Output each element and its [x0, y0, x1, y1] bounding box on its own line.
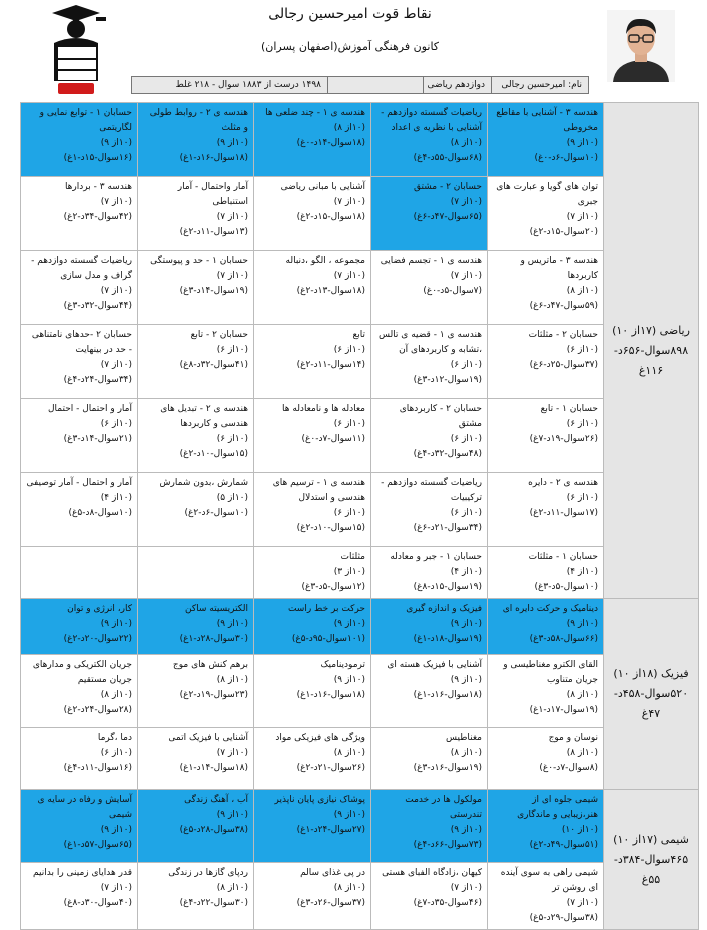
topic-cell: [21, 177, 138, 251]
topic-title: ریاضیات گسسته دوازدهم - گراف و مدل سازی: [31, 256, 132, 281]
topic-stats: (۱۰از ۹) (۱۸سوال-۱۶د-۱غ): [413, 675, 482, 700]
topic-title: ترمودینامیک: [320, 660, 365, 670]
subject-cell: [604, 103, 699, 599]
topic-title: حسابان ۲ - مثلثات: [528, 330, 598, 340]
table-row: [21, 251, 699, 325]
topic-title: مجموعه ، الگو ،دنباله: [285, 256, 365, 266]
topic-title: شیمی راهی به سوی آینده ای روشن تر: [500, 868, 598, 893]
topic-stats: (۱۰از ۸) (۱۸سوال-۱۴د-۰غ): [296, 123, 365, 148]
topic-cell: [138, 790, 254, 863]
topic-stats: (۱۰از ۹) (۱۹سوال-۱۸د-۱غ): [413, 619, 482, 644]
topic-title: هندسه ۳ - ماتریس و کاربردها: [520, 256, 598, 281]
topic-stats: (۱۰از ۸) (۱۹سوال-۱۶د-۳غ): [413, 748, 482, 773]
topic-title: شمارش ،بدون شمارش: [159, 478, 248, 488]
topic-stats: (۱۰از ۹) (۶۶سوال-۵۸د-۳غ): [529, 619, 598, 644]
topic-stats: (۱۰از ۶) (۳۴سوال-۲۱د-۶غ): [413, 508, 482, 533]
topic-title: هندسه ۳ - آشنایی با مقاطع مخروطی: [496, 108, 598, 133]
topic-cell: [21, 325, 138, 399]
topic-stats: (۱۰از ۸) (۲۸سوال-۲۴د-۲غ): [63, 690, 132, 715]
subject-label: فیزیک (۱۸از ۱۰) ۵۲۰سوال-۴۵۸د- ۴۷غ: [613, 667, 689, 720]
topic-cell: [371, 325, 488, 399]
topic-title: هندسه ی ۲ - دایره: [528, 478, 598, 488]
topic-title: حسابان ۲ - تابع: [190, 330, 248, 340]
topic-stats: (۱۰از ۸) (۱۹سوال-۱۷د-۱غ): [529, 690, 598, 715]
topic-cell: [21, 547, 138, 599]
topic-stats: (۱۰از ۸) (۵۹سوال-۴۷د-۶غ): [529, 286, 598, 311]
topic-title: کار، انرژی و توان: [67, 604, 132, 614]
topic-cell: [254, 599, 371, 655]
topic-title: هندسه ۳ - بردارها: [64, 182, 132, 192]
topic-stats: (۱۰از ۷) (۴۲سوال-۳۴د-۲غ): [63, 197, 132, 222]
topic-stats: (۱۰از ۶) (۳۷سوال-۲۵د-۶غ): [529, 345, 598, 370]
topic-cell: [371, 177, 488, 251]
topic-stats: (۱۰از ۸) (۳۰سوال-۲۲د-۴غ): [179, 883, 248, 908]
topic-cell: [254, 177, 371, 251]
topic-title: دما ،گرما: [97, 733, 132, 743]
topic-cell: [254, 790, 371, 863]
page-subtitle: کانون فرهنگی آموزش(اصفهان پسران): [260, 40, 440, 53]
topic-stats: (۱۰از ۹) (۳۰سوال-۲۸د-۱غ): [179, 619, 248, 644]
topic-title: الکتریسیته ساکن: [185, 604, 248, 614]
topic-cell: [138, 251, 254, 325]
topic-cell: [254, 863, 371, 930]
topic-title: آسایش و رفاه در سایه ی شیمی: [37, 795, 132, 820]
topic-cell: [21, 473, 138, 547]
student-grade: دوازدهم ریاضی: [423, 77, 491, 93]
topic-title: حسابان ۲ - کاربردهای مشتق: [399, 404, 482, 429]
topic-title: آشنایی با مبانی ریاضی: [280, 182, 365, 192]
topic-cell: [254, 655, 371, 728]
topic-stats: (۱۰از ۶) (۴۸سوال-۳۲د-۴غ): [413, 434, 482, 459]
topic-cell: [254, 547, 371, 599]
topic-title: آمار و احتمال - احتمال: [48, 404, 132, 414]
topic-title: در پی غذای سالم: [300, 868, 365, 878]
topic-stats: (۱۰از ۹) (۷۳سوال-۶۶د-۴غ): [413, 825, 482, 850]
table-row: [21, 863, 699, 930]
table-row: [21, 790, 699, 863]
topic-title: دینامیک و حرکت دایره ای: [502, 604, 598, 614]
topic-cell: [138, 655, 254, 728]
table-row: [21, 473, 699, 547]
topic-cell: [138, 325, 254, 399]
topic-title: هندسه ی ۱ - ترسیم های هندسی و استدلال: [272, 478, 365, 503]
topic-title: حسابان ۱ - تابع: [540, 404, 598, 414]
topic-title: جریان الکتریکی و مدارهای جریان مستقیم: [32, 660, 132, 685]
topic-title: هندسه ی ۱ - قضیه ی تالس ،تشابه و کاربردهای آن: [378, 330, 482, 355]
topic-title: شیمی جلوه ای از هنر،زیبایی و ماندگاری: [517, 795, 598, 820]
topic-title: مغناطیس: [446, 733, 482, 743]
topic-cell: [488, 728, 604, 790]
topic-cell: [488, 103, 604, 177]
topic-title: هندسه ی ۲ - تبدیل های هندسی و کاربردها: [160, 404, 248, 429]
topic-cell: [488, 547, 604, 599]
info-empty: [327, 77, 423, 93]
topic-cell: [138, 599, 254, 655]
topic-title: آشنایی با فیزیک اتمی: [168, 733, 248, 743]
topic-cell: [138, 863, 254, 930]
page-title: نقاط قوت امیرحسین رجالی: [268, 6, 432, 22]
student-info-bar: [131, 76, 589, 94]
topic-stats: (۱۰از ۷) (۱۹سوال-۱۴د-۳غ): [179, 271, 248, 296]
topic-title: هندسه ی ۱ - تجسم فضایی: [380, 256, 482, 266]
topic-cell: [138, 547, 254, 599]
topic-title: تابع: [352, 330, 365, 340]
subject-label: ریاضی (۱۷از ۱۰) ۸۹۸سوال-۶۵۶د- ۱۱۶غ: [612, 323, 690, 377]
table-row: [21, 728, 699, 790]
topic-title: [26, 550, 132, 565]
topic-title: برهم کنش های موج: [172, 660, 248, 670]
topic-cell: [371, 863, 488, 930]
topic-cell: [488, 599, 604, 655]
topic-title: معادله ها و نامعادله ها: [282, 404, 365, 414]
topic-stats: (۱۰از ۷) (۷سوال-۵د-۰غ): [423, 271, 482, 296]
topic-cell: [138, 473, 254, 547]
topic-cell: [488, 177, 604, 251]
topic-cell: [254, 473, 371, 547]
topic-cell: [488, 251, 604, 325]
topic-title: ریاضیات گسسته دوازدهم - ترکیبیات: [381, 478, 482, 503]
topic-title: حسابان ۲ - مشتق: [414, 182, 482, 192]
table-row: [21, 547, 699, 599]
topic-title: هندسه ی ۱ - چند ضلعی ها: [265, 108, 365, 118]
topic-stats: (۱۰از ۸) (۶۸سوال-۵۵د-۴غ): [413, 138, 482, 163]
topic-cell: [371, 599, 488, 655]
topic-cell: [138, 728, 254, 790]
topic-title: مثلثات: [340, 552, 365, 562]
topic-stats: (۱۰از ۹) (۶۵سوال-۵۷د-۱غ): [63, 825, 132, 850]
topic-stats: (۱۰از ۷) (۶۵سوال-۴۷د-۶غ): [413, 197, 482, 222]
topic-stats: (۱۰از ۹) (۱۸سوال-۱۶د-۱غ): [296, 675, 365, 700]
topic-stats: (۱۰از ۷) (۱۳سوال-۱۱د-۲غ): [179, 212, 248, 237]
topic-title: آمار واحتمال - آمار استنباطی: [177, 182, 248, 207]
brand-logo: [40, 3, 112, 95]
topic-cell: [371, 790, 488, 863]
topic-stats: (۱۰از ۶) (۱۴سوال-۱۱د-۲غ): [296, 345, 365, 370]
topic-stats: (۱۰از ۶) (۱۶سوال-۱۱د-۴غ): [63, 748, 132, 773]
subject-cell: [604, 599, 699, 790]
topic-stats: (۱۰از ۷) (۴۴سوال-۳۲د-۳غ): [63, 286, 132, 311]
topic-stats: (۱۰از ۸) (۳۷سوال-۲۶د-۳غ): [296, 883, 365, 908]
topic-stats: (۱۰از ۹) (۳۸سوال-۲۸د-۵غ): [179, 810, 248, 835]
topic-title: قدر هدایای زمینی را بدانیم: [33, 868, 132, 878]
subject-cell: [604, 790, 699, 930]
topic-cell: [21, 790, 138, 863]
topic-cell: [371, 547, 488, 599]
topic-stats: (۱۰از ۷) (۱۸سوال-۱۴د-۱غ): [179, 748, 248, 773]
topic-stats: (۱۰از ۸) (۲۳سوال-۱۹د-۲غ): [179, 675, 248, 700]
topic-stats: (۱۰از ۷) (۱۸سوال-۱۳د-۲غ): [296, 271, 365, 296]
table-row: [21, 325, 699, 399]
topic-title: حرکت بر خط راست: [287, 604, 365, 614]
topic-cell: [488, 325, 604, 399]
table-row: [21, 103, 699, 177]
topic-stats: (۱۰از ۸) (۸سوال-۷د-۰غ): [539, 748, 598, 773]
topic-title: آب ، آهنگ زندگی: [184, 795, 248, 805]
topic-stats: (۱۰از ۴) (۱۰سوال-۸د-۵غ): [68, 493, 132, 518]
topic-stats: (۱۰از ۹) (۱۰سوال-۶د-۰غ): [534, 138, 598, 163]
topic-cell: [21, 599, 138, 655]
topic-stats: (۱۰از ۳) (۱۲سوال-۵د-۳غ): [301, 567, 365, 592]
topic-stats: (۱۰از ۴) (۱۰سوال-۵د-۳غ): [534, 567, 598, 592]
topic-cell: [254, 103, 371, 177]
topic-title: توان های گویا و عبارت های جبری: [496, 182, 598, 207]
topic-stats: (۱۰از ۹) (۱۸سوال-۱۶د-۱غ): [179, 138, 248, 163]
table-row: [21, 599, 699, 655]
topic-stats: (۱۰از ۸) (۲۶سوال-۲۱د-۲غ): [296, 748, 365, 773]
topic-title: آمار و احتمال - آمار توصیفی: [26, 478, 132, 488]
topic-cell: [254, 251, 371, 325]
topic-stats: (۱۰از ۷) (۳۸سوال-۲۹د-۵غ): [529, 898, 598, 923]
topic-cell: [371, 103, 488, 177]
topic-cell: [371, 655, 488, 728]
topic-cell: [138, 399, 254, 473]
table-row: [21, 177, 699, 251]
topic-cell: [138, 177, 254, 251]
student-photo: [607, 10, 675, 82]
topic-title: آشنایی با فیزیک هسته ای: [387, 660, 482, 670]
topic-stats: (۱۰از ۶) (۲۶سوال-۱۹د-۷غ): [529, 419, 598, 444]
topic-stats: (۱۰از ۶) (۱۵سوال-۱۰د-۲غ): [179, 434, 248, 459]
topic-cell: [488, 863, 604, 930]
topic-stats: (۱۰از ۵) (۱۰سوال-۶د-۲غ): [184, 493, 248, 518]
topic-title: مولکول ها در خدمت تندرستی: [405, 795, 482, 820]
table-row: [21, 399, 699, 473]
topic-cell: [21, 103, 138, 177]
topic-stats: (۱۰از ۶) (۱۱سوال-۷د-۰غ): [301, 419, 365, 444]
topic-title: فیزیک و اندازه گیری: [406, 604, 482, 614]
topic-stats: (۱۰از ۷) (۴۰سوال-۳۰د-۸غ): [63, 883, 132, 908]
topic-title: کیهان ،زادگاه الفبای هستی: [382, 868, 482, 878]
topic-cell: [371, 251, 488, 325]
topic-title: نوسان و موج: [548, 733, 598, 743]
topic-title: پوشاک نیازی پایان ناپذیر: [274, 795, 365, 805]
topic-cell: [371, 399, 488, 473]
table-row: [21, 655, 699, 728]
student-summary: ۱۴۹۸ درست از ۱۸۸۳ سوال - ۲۱۸ غلط: [175, 80, 321, 90]
topic-title: حسابان ۱ - حد و پیوستگی: [150, 256, 248, 266]
topic-cell: [21, 251, 138, 325]
topic-stats: (۱۰از ۶) (۱۵سوال-۱۰د-۲غ): [296, 508, 365, 533]
topic-stats: (۱۰از ۷) (۱۸سوال-۱۵د-۲غ): [296, 197, 365, 222]
topic-cell: [488, 655, 604, 728]
topic-title: ریاضیات گسسته دوازدهم - آشنایی با نظریه ی اعداد: [381, 108, 482, 133]
topic-title: ردپای گازها در زندگی: [168, 868, 248, 878]
topic-cell: [371, 473, 488, 547]
topic-title: [143, 550, 248, 565]
topic-title: حسابان ۱ - توابع نمایی و لگاریتمی: [39, 108, 132, 133]
topic-title: القای الکترو مغناطیسی و جریان متناوب: [503, 660, 598, 685]
topic-stats: (۱۰از ۹) (۱۰۱سوال-۹۵د-۵غ): [291, 619, 365, 644]
strengths-table: [20, 102, 699, 930]
topic-cell: [488, 790, 604, 863]
topic-cell: [21, 655, 138, 728]
topic-title: حسابان ۲ -حدهای نامتناهی - حد در بینهایت: [31, 330, 132, 355]
topic-title: حسابان ۱ - جبر و معادله: [390, 552, 482, 562]
topic-stats: (۱۰از ۶) (۱۹سوال-۱۲د-۳غ): [413, 360, 482, 385]
topic-cell: [254, 325, 371, 399]
topic-stats: (۱۰از ۷) (۲۰سوال-۱۵د-۲غ): [529, 212, 598, 237]
topic-stats: (۱۰از ۷) (۴۶سوال-۳۵د-۷غ): [413, 883, 482, 908]
topic-cell: [21, 399, 138, 473]
topic-cell: [138, 103, 254, 177]
topic-stats: (۱۰از ۶) (۱۷سوال-۱۱د-۲غ): [529, 493, 598, 518]
topic-stats: (۱۰از ۹) (۱۶سوال-۱۵د-۱غ): [63, 138, 132, 163]
topic-title: ویژگی های فیزیکی مواد: [275, 733, 365, 743]
topic-cell: [21, 728, 138, 790]
topic-title: هندسه ی ۲ - روابط طولی و مثلث: [149, 108, 248, 133]
topic-cell: [254, 728, 371, 790]
topic-cell: [254, 399, 371, 473]
topic-stats: (۱۰از ۷) (۳۴سوال-۲۴د-۴غ): [63, 360, 132, 385]
topic-stats: (۱۰از ۹) (۲۷سوال-۲۴د-۱غ): [296, 810, 365, 835]
topic-cell: [488, 399, 604, 473]
topic-stats: (۱۰از ۹) (۲۲سوال-۲۰د-۲غ): [63, 619, 132, 644]
topic-cell: [21, 863, 138, 930]
topic-stats: (۱۰از ۱۰) (۵۱سوال-۴۹د-۲غ): [529, 825, 598, 850]
topic-stats: (۱۰از ۶) (۲۱سوال-۱۴د-۳غ): [63, 419, 132, 444]
topic-title: حسابان ۱ - مثلثات: [528, 552, 598, 562]
topic-cell: [371, 728, 488, 790]
topic-stats: (۱۰از ۶) (۴۱سوال-۳۲د-۸غ): [179, 345, 248, 370]
topic-stats: (۱۰از ۴) (۱۹سوال-۱۵د-۸غ): [413, 567, 482, 592]
subject-label: شیمی (۱۷از ۱۰) ۴۶۵سوال-۳۸۴د- ۵۵غ: [613, 832, 689, 886]
topic-cell: [488, 473, 604, 547]
student-name: نام: امیرحسین رجالی: [491, 77, 588, 93]
